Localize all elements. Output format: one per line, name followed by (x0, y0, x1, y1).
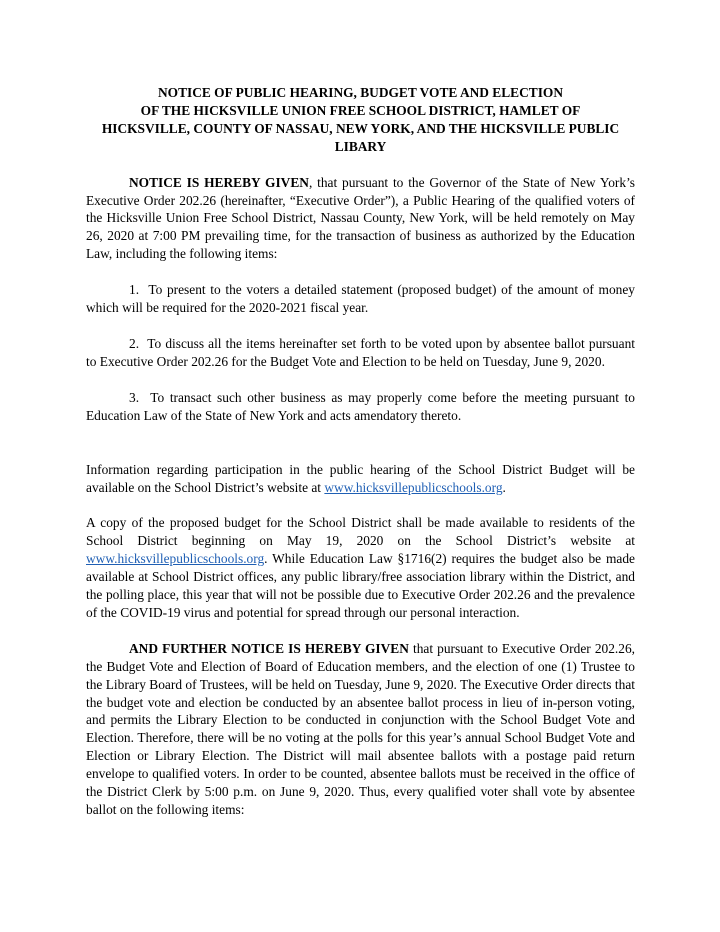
title-line-2: OF THE HICKSVILLE UNION FREE SCHOOL DISTRICT, HAMLET OF (140, 102, 581, 118)
further-notice-paragraph (86, 640, 635, 819)
title-line-1: NOTICE OF PUBLIC HEARING, BUDGET VOTE AND ELECTION (158, 85, 563, 100)
notice-body: , that pursuant to the Governor of the State of New York’s Executive Order 202.26 (hereinafter, “Executive Order”), a Public Hearing of the qualified voters of the Hicksville Union Free School District, Nassau County, New York, will be held remotely on May 26, 2020 at 7:00 PM prevailing time, for the transaction of business as authorized by the Education Law, including the following items: (86, 174, 636, 262)
list-item-2 (86, 335, 635, 371)
notice-title (86, 84, 635, 156)
list-item-number: 3. (129, 389, 140, 405)
notice-lead: NOTICE IS HEREBY GIVEN (129, 174, 309, 190)
budget-copy-paragraph (86, 514, 635, 621)
website-link[interactable]: www.hicksvillepublicschools.org (86, 551, 265, 567)
website-link[interactable]: www.hicksvillepublicschools.org (324, 479, 503, 495)
list-item-number: 2. (129, 335, 140, 351)
list-item-text: To present to the voters a detailed statement (proposed budget) of the amount of money which will be required for the 2020-2021 fiscal year. (86, 282, 635, 316)
further-notice-body: that pursuant to Executive Order 202.26, the Budget Vote and Election of Board of Education members, and the election of one (1) Trustee to the Library Board of Trustees, will be held on Tuesday, June 9, 2020. The Executive Order directs that the budget vote and election be conducted by an absentee ballot process in lieu of in-person voting, and permits the Library Election to be conducted in conjunction with the School Budget Vote and Election. Therefore, there will be no voting at the polls for this year’s annual School Budget Vote and Election or Library Election. The District will mail absentee ballots with a postage paid return envelope to qualified voters. In order to be counted, absentee ballots must be received in the office of the District Clerk by 5:00 p.m. on June 9, 2020. Thus, every qualified voter shall vote by absentee ballot on the following items: (86, 640, 635, 817)
list-item-text: To transact such other business as may properly come before the meeting pursuant to Education Law of the State of New York and acts amendatory thereto. (86, 389, 635, 423)
further-notice-lead: AND FURTHER NOTICE IS HEREBY GIVEN (129, 640, 409, 656)
info-paragraph (86, 461, 635, 497)
title-line-4: LIBARY (334, 138, 387, 154)
info-text: Information regarding participation in the public hearing of the School District Budget will be available on the School District’s website at (86, 461, 635, 495)
list-item-1 (86, 281, 635, 317)
info-end: . (502, 479, 506, 495)
list-item-text: To discuss all the items hereinafter set forth to be voted upon by absentee ballot pursuant to Executive Order 202.26 for the Budget Vote and Election to be held on Tuesday, June 9, 2020. (86, 335, 635, 369)
copy-text-1: A copy of the proposed budget for the School District shall be made available to residents of the School District beginning on May 19, 2020 on the School District’s website at (86, 515, 635, 549)
document-page (86, 84, 635, 819)
title-line-3: HICKSVILLE, COUNTY OF NASSAU, NEW YORK, AND THE HICKSVILLE PUBLIC (101, 120, 620, 136)
list-item-3 (86, 389, 635, 425)
notice-paragraph (86, 174, 635, 264)
copy-text-2: . While Education Law §1716(2) requires the budget also be made available at School District offices, any public library/free association library within the District, and the polling place, this year that will not be possible due to Executive Order 202.26 and the prevalence of the COVID-19 virus and potential for spread through our personal interaction. (86, 551, 635, 620)
list-item-number: 1. (129, 282, 140, 298)
